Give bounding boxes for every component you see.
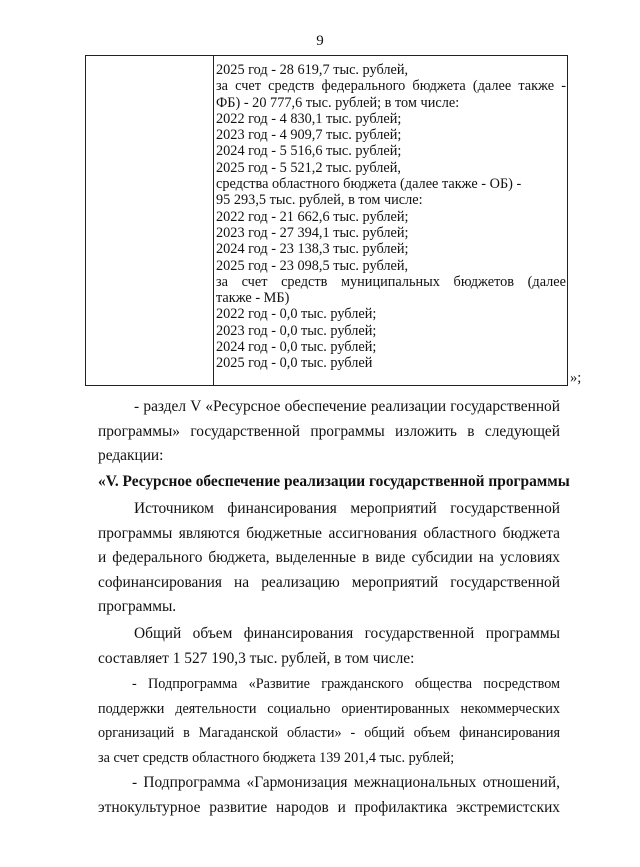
table-line: 2025 год - 23 098,5 тыс. рублей, <box>216 257 409 274</box>
text-line: этнокультурное развитие народов и профилактика экстремистских <box>98 798 560 816</box>
text-line: программы» государственной программы изложить в следующей <box>98 422 560 440</box>
text-line: программы являются бюджетные ассигнования областного бюджета <box>98 524 560 542</box>
resource-table <box>85 55 568 386</box>
paragraph-subprogram-civil-society <box>98 672 560 770</box>
paragraph-section-instruction <box>98 395 560 469</box>
table-line: 2022 год - 4 830,1 тыс. рублей; <box>216 110 402 127</box>
table-line: 2025 год - 5 521,2 тыс. рублей, <box>216 159 401 176</box>
page-number: 9 <box>316 33 324 49</box>
text-line: поддержки деятельности социально ориентированных некоммерческих <box>98 700 560 717</box>
table-column-divider <box>213 56 214 385</box>
table-line: 2023 год - 4 909,7 тыс. рублей; <box>216 127 402 144</box>
table-line: 2024 год - 0,0 тыс. рублей; <box>216 339 377 356</box>
table-line: 2024 год - 23 138,3 тыс. рублей; <box>216 241 409 258</box>
table-line: 2022 год - 0,0 тыс. рублей; <box>216 306 377 323</box>
table-line: 2023 год - 0,0 тыс. рублей; <box>216 322 377 339</box>
table-line: ФБ) - 20 777,6 тыс. рублей; в том числе: <box>216 94 460 111</box>
paragraph-subprogram-interethnic <box>98 771 560 820</box>
table-line: 2022 год - 21 662,6 тыс. рублей; <box>216 208 409 225</box>
table-line: за счет средств муниципальных бюджетов (далее <box>216 273 566 290</box>
text-line: Источником финансирования мероприятий государственной <box>134 500 560 517</box>
table-line: 2023 год - 27 394,1 тыс. рублей; <box>216 224 409 241</box>
closing-quote-mark: »; <box>570 370 582 386</box>
section-heading-block <box>98 470 570 495</box>
text-line: за счет средств областного бюджета 139 201,4 тыс. рублей; <box>98 749 455 766</box>
text-line: и федерального бюджета, выделенные в виде субсидии на условиях <box>98 549 560 567</box>
text-line: - Подпрограмма «Гармонизация межнациональных отношений, <box>132 774 560 791</box>
paragraph-funding-sources <box>98 497 560 620</box>
table-line: 2024 год - 5 516,6 тыс. рублей; <box>216 143 402 160</box>
text-line: софинансирования на реализацию мероприятий государственной <box>98 573 560 591</box>
table-line: средства областного бюджета (далее также - ОБ) - <box>216 176 522 193</box>
text-line: - Подпрограмма «Развитие гражданского общества посредством <box>132 676 560 692</box>
table-line: 95 293,5 тыс. рублей, в том числе: <box>216 192 423 209</box>
section-heading: «V. Ресурсное обеспечение реализации государственной программы <box>98 473 570 490</box>
text-line: - раздел V «Ресурсное обеспечение реализации государственной <box>134 398 560 415</box>
table-right-cell <box>216 62 566 372</box>
text-line: Общий объем финансирования государственной программы <box>134 625 560 642</box>
text-line: составляет 1 527 190,3 тыс. рублей, в том числе: <box>98 649 415 667</box>
table-line: 2025 год - 28 619,7 тыс. рублей, <box>216 62 409 78</box>
table-line: за счет средств федерального бюджета (далее также - <box>216 78 566 95</box>
table-line: также - МБ) <box>216 290 290 307</box>
table-line: 2025 год - 0,0 тыс. рублей <box>216 355 373 372</box>
text-line: организаций в Магаданской области» - общий объем финансирования <box>98 725 560 742</box>
paragraph-total-volume <box>98 622 560 671</box>
text-line: программы. <box>98 598 177 616</box>
text-line: редакции: <box>98 447 164 465</box>
